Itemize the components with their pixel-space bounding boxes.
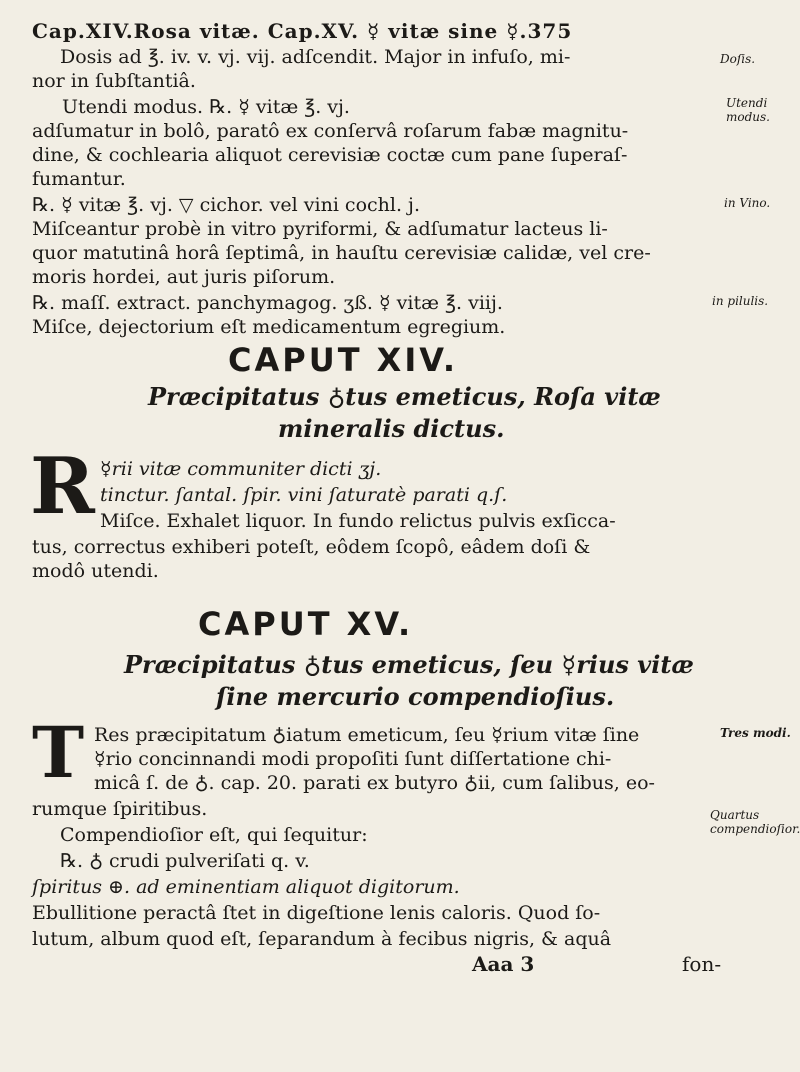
body-line: adſumatur in bolô, paratô ex conſervâ roſarum fabæ magnitu- [32, 120, 629, 142]
body-line: ☿rio concinnandi modi propoſiti ſunt diſſertatione chi- [94, 748, 612, 770]
chapter-15-title-2: ſine mercurio compendioſius. [216, 682, 615, 711]
body-line: Compendioſior eſt, qui ſequitur: [60, 824, 368, 846]
body-line: dine, & cochlearia aliquot cerevisiæ coctæ cum pane ſuperaſ- [32, 144, 628, 166]
running-head: Cap.XIV.Rosa vitæ. Cap.XV. ☿ vitæ sine ☿.375 [32, 19, 573, 43]
body-line: nor in ſubſtantiâ. [32, 70, 196, 92]
chapter-14-title-1: Præcipitatus ♁tus emeticus, Roſa vitæ [148, 382, 661, 411]
margin-note-vino: in Vino. [724, 196, 771, 210]
body-line: tus, correctus exhiberi poteſt, eôdem ſcopô, eâdem doſi & [32, 536, 591, 558]
margin-note-tres: Tres modi. [720, 726, 791, 740]
body-line: rumque ſpiritibus. [32, 798, 208, 820]
body-line: ſpiritus ⊕. ad eminentiam aliquot digitorum. [32, 876, 460, 898]
chapter-15-heading: CAPUT XV. [198, 605, 414, 643]
catchword: fon- [682, 952, 722, 976]
chapter-14-initial: R [30, 441, 95, 532]
body-line: Res præcipitatum ♁iatum emeticum, ſeu ☿rium vitæ ſine [94, 724, 640, 746]
margin-note-pilulis: in pilulis. [712, 294, 769, 308]
body-line: Miſceantur probè in vitro pyriformi, & adſumatur lacteus li- [32, 218, 608, 240]
body-line: Miſce. Exhalet liquor. In fundo relictus pulvis exſicca- [100, 510, 616, 532]
body-line: ℞. ☿ vitæ ℥. vj. ▽ cichor. vel vini cochl. j. [32, 194, 420, 216]
body-line: Miſce, dejectorium eſt medicamentum egregium. [32, 316, 506, 338]
margin-note-quartus: Quartus compendioſior. [710, 808, 800, 836]
body-line: modô utendi. [32, 560, 159, 582]
chapter-14-title-2: mineralis dictus. [278, 414, 505, 443]
margin-note-utendi: Utendi modus. [726, 96, 770, 124]
body-line: Ebullitione peractâ ſtet in digeſtione lenis caloris. Quod ſo- [32, 902, 601, 924]
body-line: ☿rii vitæ communiter dicti ʒj. [100, 458, 382, 480]
chapter-14-heading: CAPUT XIV. [228, 341, 459, 379]
chapter-15-title-1: Præcipitatus ♁tus emeticus, ſeu ☿rius vitæ [124, 650, 694, 679]
body-line: ℞. maſſ. extract. panchymagog. ʒß. ☿ vitæ ℥. viij. [32, 292, 503, 314]
body-line: micâ ſ. de ♁. cap. 20. parati ex butyro ♁ii, cum ſalibus, eo- [94, 772, 655, 794]
body-line: Utendi modus. ℞. ☿ vitæ ℥. vj. [62, 96, 350, 118]
margin-note-dosis: Doſis. [720, 52, 756, 66]
body-line: lutum, album quod eſt, ſeparandum à fecibus nigris, & aquâ [32, 928, 612, 950]
chapter-15-initial: T [32, 711, 85, 794]
body-line: fumantur. [32, 168, 126, 190]
body-line: Dosis ad ℥. iv. v. vj. vij. adſcendit. Major in infuſo, mi- [60, 46, 571, 68]
body-line: tinctur. ſantal. ſpir. vini ſaturatè parati q.ſ. [100, 484, 508, 506]
body-line: moris hordei, aut juris piſorum. [32, 266, 336, 288]
body-line: quor matutinâ horâ ſeptimâ, in hauſtu cerevisiæ calidæ, vel cre- [32, 242, 651, 264]
body-line: ℞. ♁ crudi pulveriſati q. v. [60, 850, 310, 872]
signature-mark: Aaa 3 [472, 952, 535, 976]
